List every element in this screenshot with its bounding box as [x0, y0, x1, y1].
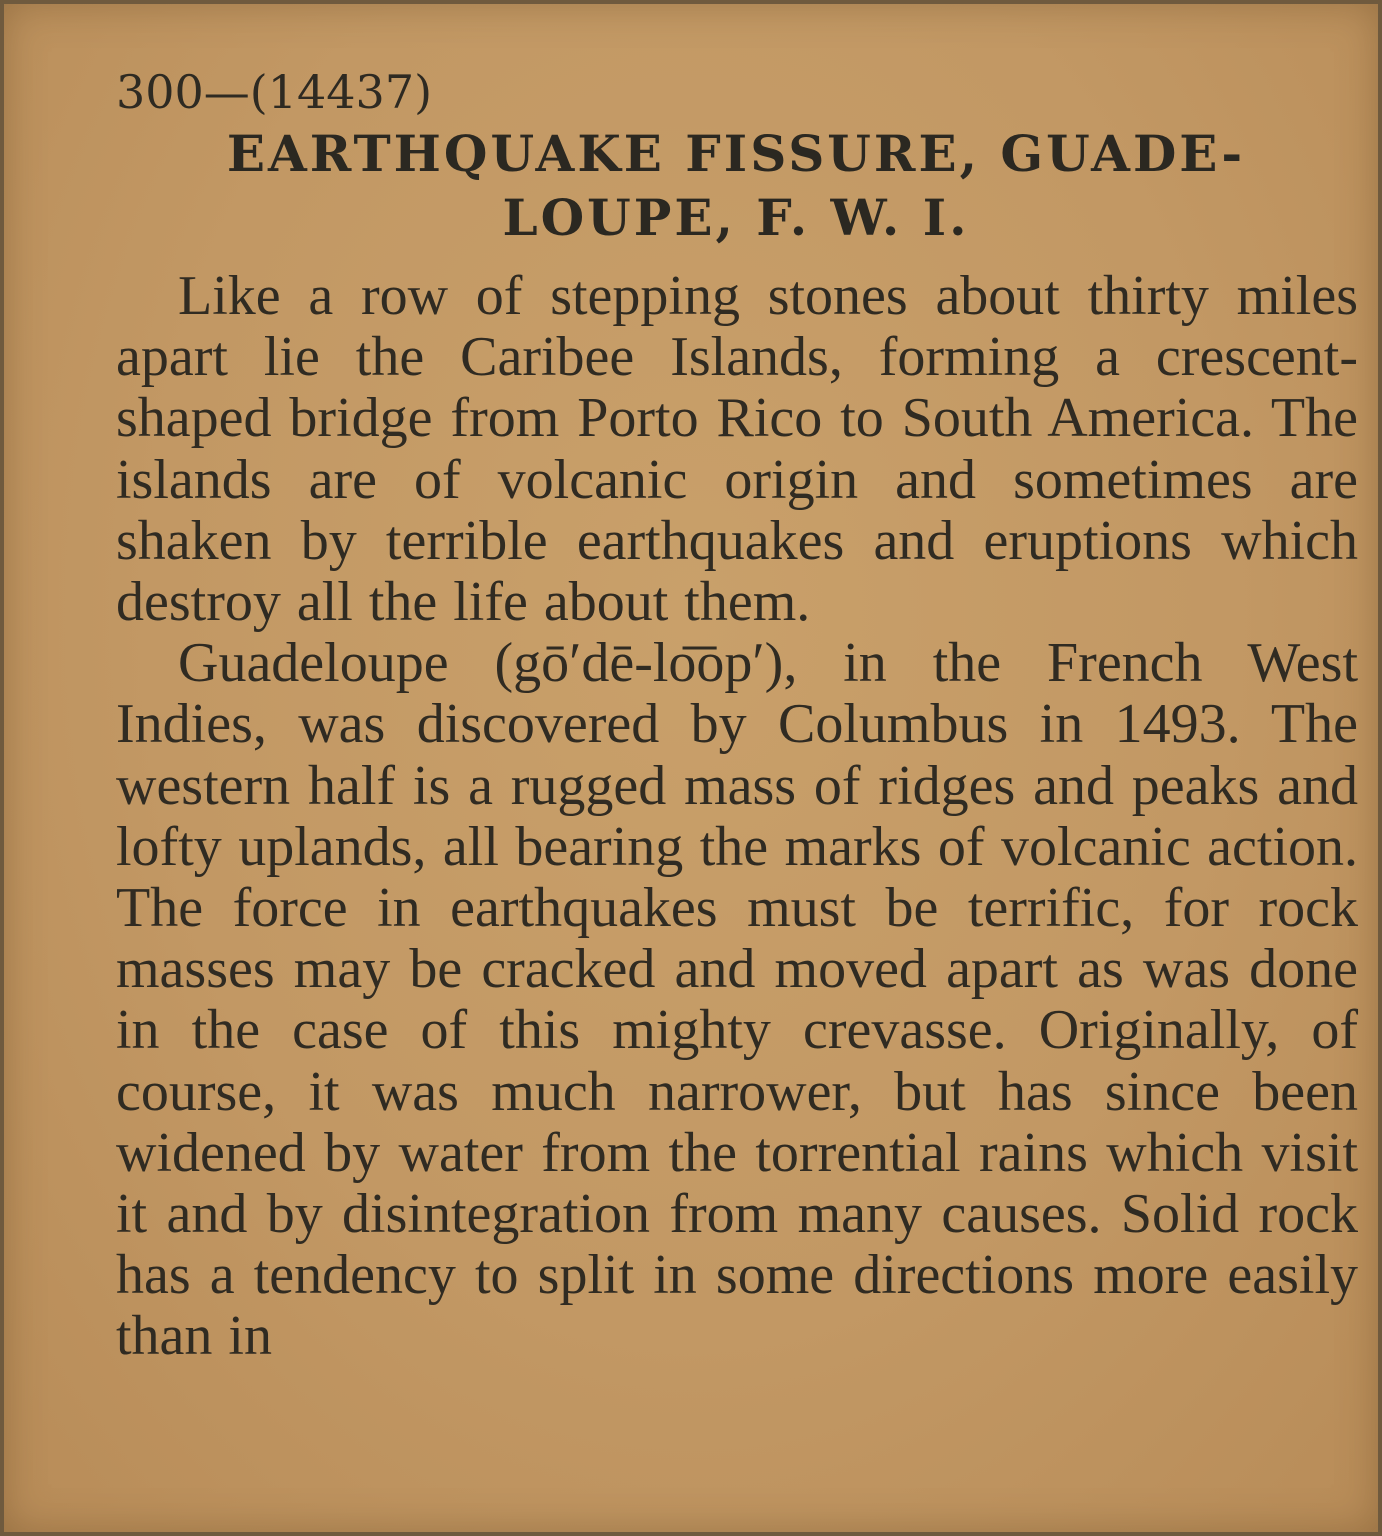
title-line-1: EARTHQUAKE FISSURE, GUADE-	[226, 124, 1246, 183]
title-line-2: LOUPE, F. W. I.	[502, 188, 970, 247]
paragraph-1: Like a row of stepping stones about thirty miles apart lie the Caribee Islands, forming a crescent-shaped bridge from Porto Rico to South America. The islands are of volcanic origin and sometimes are shaken by terrible earthquakes and eruptions which destroy all the life about them.	[116, 265, 1358, 634]
card-title	[116, 122, 1356, 250]
description-text	[116, 266, 1358, 1368]
catalog-number: 300—(14437)	[116, 65, 433, 119]
paragraph-2: Guadeloupe (gō′dē-lo͞op′), in the French West Indies, was discovered by Columbus in 1493. The western half is a rugged mass of ridges and peaks and lofty uplands, all bearing the marks of volcanic action. The force in earthquakes must be terrific, for rock masses may be cracked and moved apart as was done in the case of this mighty crevasse. Originally, of course, it was much narrower, but has since been widened by water from the torrential rains which visit it and by disintegration from many causes. Solid rock has a tendency to split in some directions more easily than in	[116, 632, 1358, 1368]
stereoview-card-back	[4, 4, 1378, 1532]
